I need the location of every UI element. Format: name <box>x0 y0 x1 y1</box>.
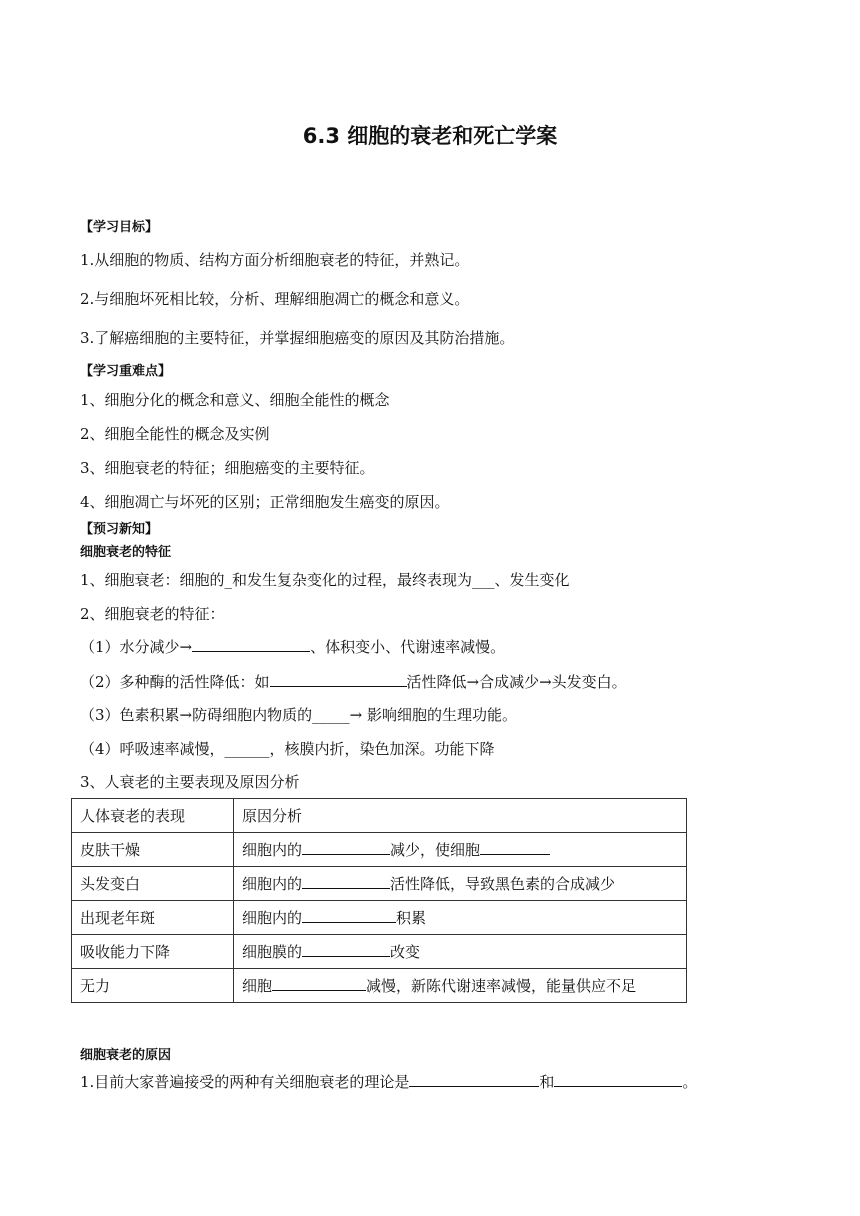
table-row <box>72 935 687 969</box>
reason-text: 细胞内的 <box>242 875 303 893</box>
reason-text: 减慢，新陈代谢速率减慢，能量供应不足 <box>366 977 637 995</box>
preview-line-3 <box>80 636 505 657</box>
fill-blank[interactable] <box>554 1071 682 1087</box>
objective-3: 3.了解癌细胞的主要特征，并掌握细胞癌变的原因及其防治措施。 <box>80 329 515 347</box>
causes-line-1-b: 和 <box>539 1073 555 1091</box>
table-row <box>72 901 687 935</box>
reason-text: 活性降低，导致黑色素的合成减少 <box>390 875 616 893</box>
aging-table <box>71 798 687 1003</box>
preview-line-3-a: （1）水分减少→ <box>80 638 193 656</box>
reason-text: 减少，使细胞 <box>390 841 481 859</box>
table-cell-sign: 头发变白 <box>72 867 234 901</box>
table-cell-reason <box>234 969 687 1003</box>
fill-blank[interactable] <box>302 907 396 923</box>
page-title: 6.3 细胞的衰老和死亡学案 <box>302 124 558 148</box>
fill-blank[interactable] <box>270 671 407 687</box>
preview-heading: 【预习新知】 <box>80 522 159 537</box>
reason-text: 细胞内的 <box>242 909 303 927</box>
table-header-row <box>72 799 687 833</box>
keypoint-1: 1、细胞分化的概念和意义、细胞全能性的概念 <box>80 391 390 409</box>
table-cell-sign: 皮肤干燥 <box>72 833 234 867</box>
keypoint-3: 3、细胞衰老的特征；细胞癌变的主要特征。 <box>80 459 375 477</box>
preview-line-6: （4）呼吸速率减慢，______，核膜内折，染色加深。功能下降 <box>80 740 495 758</box>
fill-blank[interactable] <box>302 873 390 889</box>
reason-text: 改变 <box>390 943 421 961</box>
table-header-cell: 原因分析 <box>234 799 687 833</box>
table-row <box>72 867 687 901</box>
objective-2: 2.与细胞坏死相比较，分析、理解细胞凋亡的概念和意义。 <box>80 290 470 308</box>
preview-line-7: 3、人衰老的主要表现及原因分析 <box>80 773 300 791</box>
keypoints-heading: 【学习重难点】 <box>80 364 172 379</box>
fill-blank[interactable] <box>192 636 310 652</box>
reason-text: 细胞膜的 <box>242 943 303 961</box>
causes-line-1-a: 1.目前大家普遍接受的两种有关细胞衰老的理论是 <box>80 1073 410 1091</box>
objective-1: 1.从细胞的物质、结构方面分析细胞衰老的特征，并熟记。 <box>80 251 470 269</box>
keypoint-2: 2、细胞全能性的概念及实例 <box>80 425 270 443</box>
fill-blank[interactable] <box>480 839 550 855</box>
causes-line-1-c: 。 <box>682 1073 698 1091</box>
preview-line-5: （3）色素积累→防碍细胞内物质的_____→ 影响细胞的生理功能。 <box>80 706 517 724</box>
table-header-cell: 人体衰老的表现 <box>72 799 234 833</box>
objectives-heading: 【学习目标】 <box>80 220 159 235</box>
fill-blank[interactable] <box>409 1071 539 1087</box>
preview-line-4-b: 活性降低→合成减少→头发变白。 <box>406 673 627 691</box>
table-row <box>72 969 687 1003</box>
table-cell-reason <box>234 833 687 867</box>
keypoint-4: 4、细胞凋亡与坏死的区别；正常细胞发生癌变的原因。 <box>80 493 450 511</box>
fill-blank[interactable] <box>272 975 366 991</box>
fill-blank[interactable] <box>302 941 390 957</box>
reason-text: 积累 <box>396 909 427 927</box>
aging-features-subheading: 细胞衰老的特征 <box>80 545 172 560</box>
reason-text: 细胞内的 <box>242 841 303 859</box>
table-cell-sign: 出现老年斑 <box>72 901 234 935</box>
table-cell-reason <box>234 901 687 935</box>
reason-text: 细胞 <box>242 977 273 995</box>
table-cell-reason <box>234 867 687 901</box>
preview-line-3-b: 、体积变小、代谢速率减慢。 <box>310 638 506 656</box>
fill-blank[interactable] <box>302 839 390 855</box>
table-row <box>72 833 687 867</box>
table-cell-sign: 无力 <box>72 969 234 1003</box>
table-cell-reason <box>234 935 687 969</box>
preview-line-1: 1、细胞衰老：细胞的_和发生复杂变化的过程，最终表现为___、发生变化 <box>80 571 570 589</box>
causes-line-1 <box>80 1071 697 1092</box>
preview-line-4 <box>80 671 627 692</box>
aging-causes-subheading: 细胞衰老的原因 <box>80 1048 172 1063</box>
table-cell-sign: 吸收能力下降 <box>72 935 234 969</box>
preview-line-2: 2、细胞衰老的特征： <box>80 605 225 623</box>
preview-line-4-a: （2）多种酶的活性降低：如 <box>80 673 270 691</box>
